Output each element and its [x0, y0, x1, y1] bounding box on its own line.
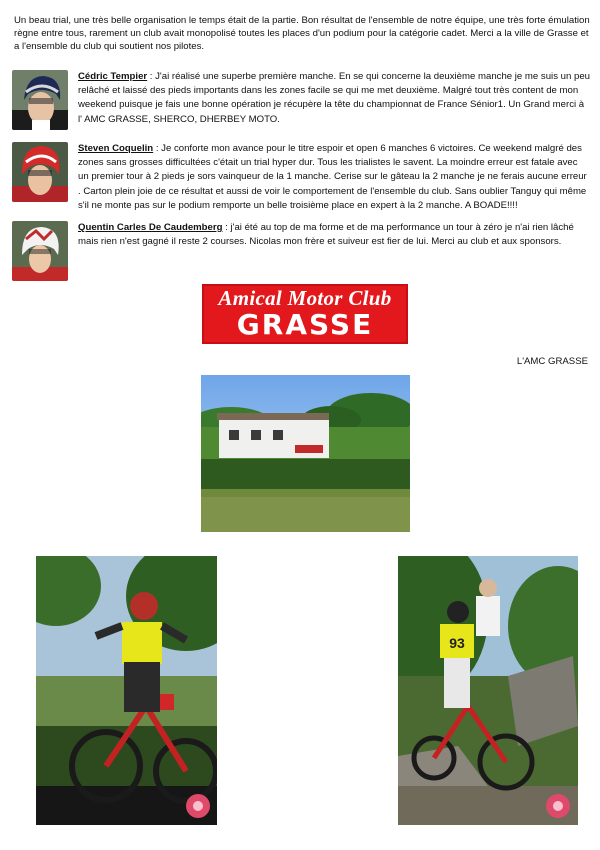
- club-logo: [202, 284, 408, 344]
- clubhouse-photo: [201, 375, 410, 532]
- rider-text-tempier: [78, 70, 590, 127]
- rider-name-coquelin: Steven Coquelin: [78, 143, 154, 154]
- rider-action-photo-left: [36, 556, 217, 825]
- rider-quote-tempier: : J'ai réalisé une superbe première manche. En se qui concerne la deuxième manche je me suis un peu relâché et laissé des pieds importants dans les zones facile se qui me met deuxième. Malgré tout très content de mon weekend puisque je fais une bonne opération je récupère la tête du championnat de France Sénior1. Un Grand merci à l' AMC GRASSE, SHERCO, DHERBEY MOTO.: [78, 71, 590, 125]
- rider-entry-coquelin: [12, 142, 590, 211]
- rider-text-coquelin: [78, 142, 590, 213]
- rider-name-carles: Quentin Carles De Caudemberg: [78, 222, 223, 233]
- rider-name-tempier: Cédric Tempier: [78, 71, 148, 82]
- rider-text-carles: [78, 221, 590, 249]
- rider-action-photo-right: [398, 556, 578, 825]
- rider-portrait-carles: [12, 221, 68, 281]
- rider-quote-coquelin: : Je conforte mon avance pour le titre espoir et open 6 manches 6 victoires. Ce weekend malgré des zones sans grosses difficultées c'était un trial hyper dur. Tous les trialistes le savent. La moindre erreur est fatale avec un premier tour à 2 pieds je sors vainqueur de la 1 manche. Cerise sur le gâteau la 2 manche je ne ferais aucune erreur . Carton plein joie de ce résultat et aussi de voir le comportement de l'ensemble du club. Sans oublier Tanguy qui même s'il ne monte pas sur le podium remporte un belle troisième place en expert à la 2 manche. A BOADE!!!!: [78, 143, 587, 211]
- rider-quote-carles: : j'ai été au top de ma forme et de ma performance un tour à zéro je n'ai rien lâché mais rien n'est gagné il reste 2 courses. Nicolas mon frère et suiveur est fier de lui. Merci au club et aux sponsors.: [78, 222, 574, 248]
- club-logo-line1: Amical Motor Club: [218, 286, 392, 310]
- rider-portrait-coquelin: [12, 142, 68, 202]
- rider-portrait-tempier: [12, 70, 68, 130]
- rider-entry-tempier: [12, 70, 590, 130]
- club-logo-line2: GRASSE: [236, 308, 374, 341]
- rider-entry-carles: [12, 221, 590, 281]
- rider-bib-right: 93: [449, 635, 465, 651]
- intro-paragraph: Un beau trial, une très belle organisation le temps était de la partie. Bon résultat de l'ensemble de notre équipe, une très forte émulation règne entre tous, rarement un club avait monopolisé toutes les places d'un podium pour la catégorie cadet. Merci a la ville de Grasse et a l'ensemble du club qui soutient nos pilotes.: [14, 15, 590, 53]
- club-caption: L'AMC GRASSE: [516, 356, 588, 367]
